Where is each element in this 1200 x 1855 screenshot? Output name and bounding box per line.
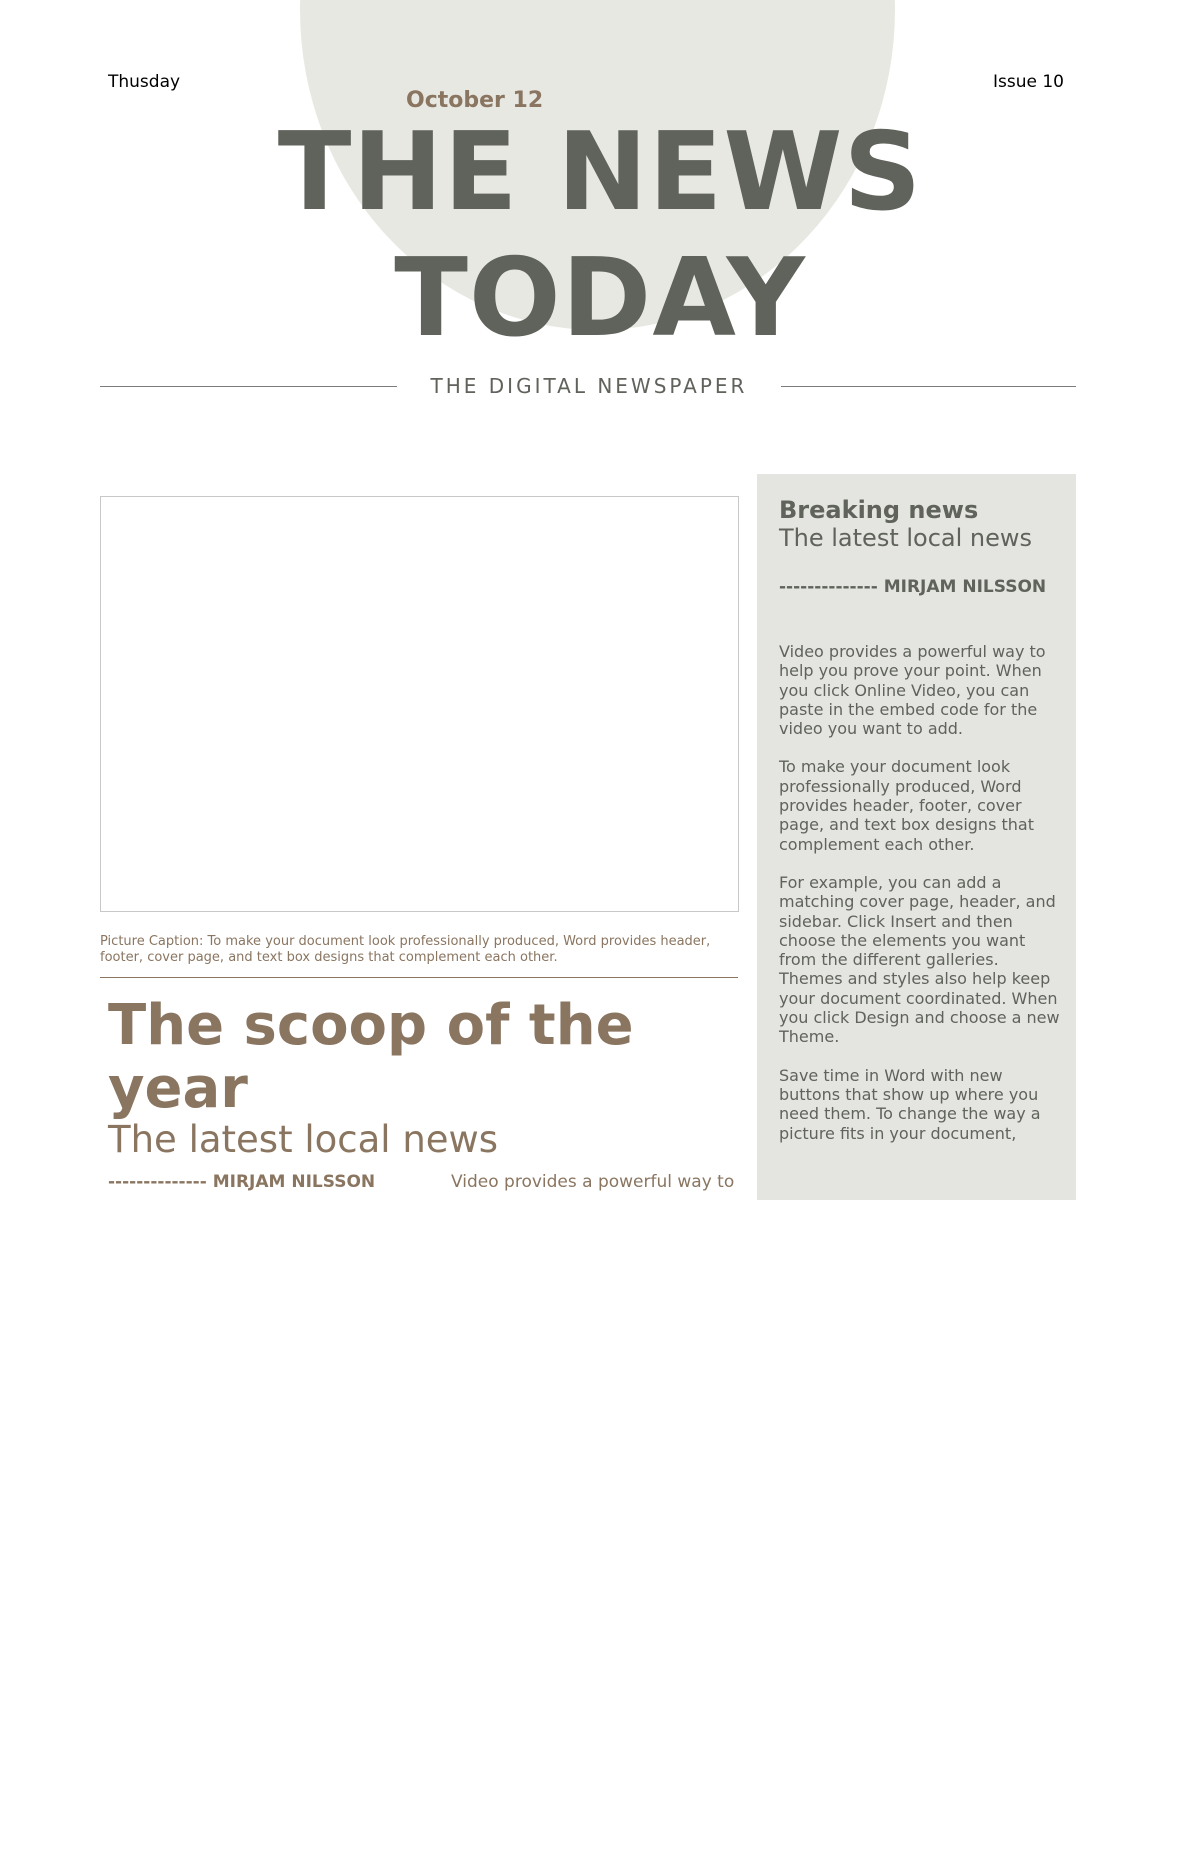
tagline: THE DIGITAL NEWSPAPER xyxy=(430,374,748,398)
header-issue: Issue 10 xyxy=(993,72,1064,92)
picture-placeholder[interactable] xyxy=(100,496,739,912)
header-day: Thusday xyxy=(108,72,181,92)
sidebar-title: Breaking news xyxy=(779,496,979,524)
header-date: October 12 xyxy=(406,88,544,113)
sidebar-subtitle: The latest local news xyxy=(779,524,1033,552)
article-subheadline: The latest local news xyxy=(108,1118,499,1161)
breaking-news-sidebar xyxy=(757,474,1076,1200)
masthead-line-1: THE NEWS xyxy=(277,110,923,235)
sidebar-paragraph: Save time in Word with new buttons that show up where you need them. To change the way a picture fits in your document, xyxy=(779,1065,1041,1143)
article-headline xyxy=(108,994,728,1120)
masthead-line-2: TODAY xyxy=(394,236,806,361)
masthead-title xyxy=(100,110,1100,362)
sidebar-paragraph: To make your document look professionally produced, Word provides header, footer, cover page, and text box designs that complement each other. xyxy=(779,757,1034,854)
article-headline-line-2: year xyxy=(108,1056,248,1121)
sidebar-paragraph: Video provides a powerful way to help you prove your point. When you click Online Video, you can paste in the embed code for the video you want to add. xyxy=(779,642,1046,739)
article-body-start: Video provides a powerful way to xyxy=(451,1172,735,1192)
article-headline-line-1: The scoop of the xyxy=(108,993,634,1058)
picture-caption: Picture Caption: To make your document look professionally produced, Word provides header, footer, cover page, and text box designs that complement each other. xyxy=(100,934,711,965)
sidebar-paragraph: For example, you can add a matching cover page, header, and sidebar. Click Insert and then choose the elements you want from the different galleries. Themes and styles also help keep your document coordinated. When you click Design and choose a new Theme. xyxy=(779,872,1060,1047)
caption-divider xyxy=(100,977,738,978)
sidebar-body xyxy=(779,642,1065,1162)
sidebar-byline: -------------- MIRJAM NILSSON xyxy=(779,577,1047,597)
tagline-rule-left xyxy=(100,386,397,387)
tagline-rule-right xyxy=(781,386,1076,387)
article-byline: -------------- MIRJAM NILSSON xyxy=(108,1172,376,1192)
tagline-row xyxy=(100,372,1076,402)
